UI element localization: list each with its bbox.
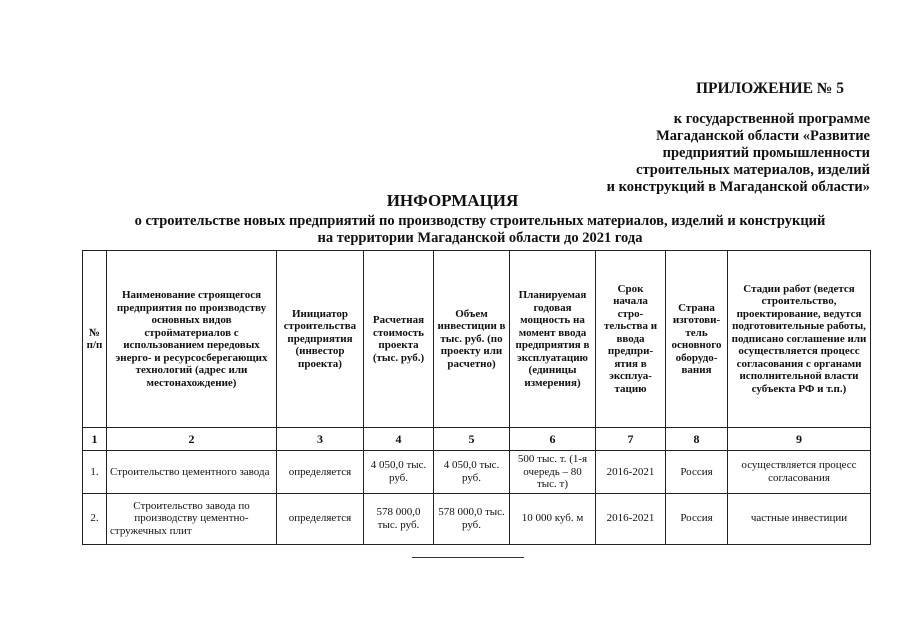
stage-cell: осуществляется процесс согласования xyxy=(728,451,871,494)
table-row xyxy=(83,451,871,494)
capacity-cell: 500 тыс. т. (1-я очередь – 80 тыс. т) xyxy=(510,451,596,494)
column-number-cell: 8 xyxy=(666,428,728,451)
document-title: ИНФОРМАЦИЯ xyxy=(386,191,519,210)
header-cell: № п/п xyxy=(83,251,107,428)
row-number-cell: 2. xyxy=(83,493,107,544)
info-table xyxy=(82,250,871,545)
header-cell: Наименование строящегося предприятия по производству основных видов стройматериалов с использованием передовых энерго- и ресурсосберегающих технологий (адрес или местонахождение) xyxy=(107,251,277,428)
column-number-cell: 9 xyxy=(728,428,871,451)
appendix-line: и конструкций в Магаданской области» xyxy=(606,179,870,195)
capacity-cell: 10 000 куб. м xyxy=(510,493,596,544)
stage-cell: частные инвестиции xyxy=(728,493,871,544)
column-number-cell: 5 xyxy=(434,428,510,451)
term-cell: 2016-2021 xyxy=(596,493,666,544)
country-cell: Россия xyxy=(666,451,728,494)
column-number-cell: 4 xyxy=(364,428,434,451)
appendix-line: предприятий промышленности xyxy=(662,145,870,161)
column-number-cell: 1 xyxy=(83,428,107,451)
term-cell: 2016-2021 xyxy=(596,451,666,494)
column-number-cell: 7 xyxy=(596,428,666,451)
document-subtitle-line: о строительстве новых предприятий по производству строительных материалов, изделий и конструкций xyxy=(134,213,826,229)
investment-cell: 4 050,0 тыс. руб. xyxy=(434,451,510,494)
header-cell: Страна изготови-тель основного оборудо-вания xyxy=(666,251,728,428)
cost-cell: 4 050,0 тыс. руб. xyxy=(364,451,434,494)
column-number-cell: 2 xyxy=(107,428,277,451)
header-cell: Объем инвестиции в тыс. руб. (по проекту или расчетно) xyxy=(434,251,510,428)
initiator-cell: определяется xyxy=(277,493,364,544)
column-number-cell: 6 xyxy=(510,428,596,451)
row-number-cell: 1. xyxy=(83,451,107,494)
header-cell: Расчетная стоимость проекта (тыс. руб.) xyxy=(364,251,434,428)
column-number-row xyxy=(83,428,871,451)
initiator-cell: определяется xyxy=(277,451,364,494)
enterprise-name-cell: Строительство цементного завода xyxy=(107,451,277,494)
appendix-line: строительных материалов, изделий xyxy=(636,162,870,178)
appendix-line: Магаданской области «Развитие xyxy=(656,128,870,144)
appendix-block xyxy=(560,80,870,196)
appendix-title: ПРИЛОЖЕНИЕ № 5 xyxy=(696,80,844,97)
table-row xyxy=(83,493,871,544)
enterprise-name-cell: Строительство завода по производству цементно-стружечных плит xyxy=(107,493,277,544)
header-cell: Инициатор строительства предприятия (инвестор проекта) xyxy=(277,251,364,428)
cost-cell: 578 000,0 тыс. руб. xyxy=(364,493,434,544)
closing-divider xyxy=(412,557,524,558)
header-cell: Планируемая годовая мощность на момент ввода предприятия в эксплуатацию (единицы измерения) xyxy=(510,251,596,428)
header-cell: Срок начала стро-тельства и ввода предпри-ятия в эксплуа-тацию xyxy=(596,251,666,428)
appendix-line: к государственной программе xyxy=(673,111,870,127)
investment-cell: 578 000,0 тыс. руб. xyxy=(434,493,510,544)
table-header-row xyxy=(83,251,871,428)
column-number-cell: 3 xyxy=(277,428,364,451)
country-cell: Россия xyxy=(666,493,728,544)
document-subtitle-line: на территории Магаданской области до 2021 года xyxy=(317,230,643,246)
document-subtitle xyxy=(100,213,860,247)
header-cell: Стадии работ (ведется строительство, проектирование, ведутся подготовительные работы, подписано соглашение или осуществляется процесс согласования с органами исполнительной власти субъекта РФ и т.п.) xyxy=(728,251,871,428)
